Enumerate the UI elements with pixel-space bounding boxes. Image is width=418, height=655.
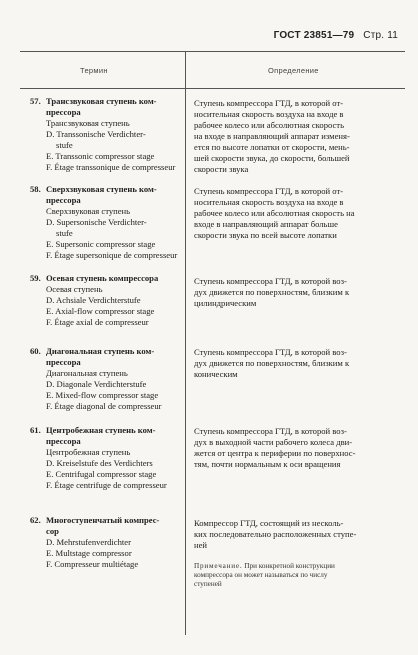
note-label: Примечание. — [194, 562, 243, 570]
term-fr: F. Étage transsonique de compresseur — [46, 162, 176, 172]
column-header-term: Термин — [80, 66, 108, 75]
term-de: D. Mehrstufenverdichter — [46, 537, 131, 547]
term-de: D. Diagonale Verdichterstufe — [46, 379, 147, 389]
definition-61: Ступень компрессора ГТД, в которой воз- дух в выходной части рабочего колеса дви- жется от центра к периферии по поверхнос- тям, почти нормальным к оси вращения — [194, 426, 356, 469]
term-de: D. Supersonische Verdichter- — [46, 217, 147, 227]
definition-59: Ступень компрессора ГТД, в которой воз- дух движется по поверхностям, близким к цилиндрическим — [194, 276, 350, 308]
column-header-definition: Определение — [268, 66, 319, 75]
term-fr: F. Étage centrifuge de compresseur — [46, 480, 167, 490]
term-de-cont: stufe — [56, 140, 73, 150]
column-divider — [185, 51, 186, 635]
definition-58: Ступень компрессора ГТД, в которой от- носительная скорость воздуха на входе в рабочее колесо или абсолютная скорость на входе в направляющий аппарат больше скорости звука по всей высоте лопатки — [194, 186, 355, 240]
note-text-cont: компрессора он может называться по числу — [194, 571, 328, 579]
note-text: При конкретной конструкции — [244, 562, 335, 570]
short-term: Осевая ступень — [46, 284, 103, 294]
page-header — [274, 30, 398, 41]
term-title-cont: прессора — [46, 195, 81, 205]
term-entry-59 — [30, 273, 158, 328]
term-en: E. Supersonic compressor stage — [46, 239, 156, 249]
term-en: E. Mixed-flow compressor stage — [46, 390, 159, 400]
definition-57: Ступень компрессора ГТД, в которой от- носительная скорость воздуха на входе в рабочее колесо или абсолютная скорость на входе в направляющий аппарат изменя- ется по высоте лопатки от скорости, мень- шей скорости звука, до скорости, большей скорости звука — [194, 98, 350, 174]
definition-60: Ступень компрессора ГТД, в которой воз- дух движется по поверхностям, близким к коническим — [194, 347, 350, 379]
term-title: 62. Многоступенчатый компрес- — [30, 515, 160, 525]
term-title: 61. Центробежная ступень ком- — [30, 425, 156, 435]
term-en: E. Transsonic compressor stage — [46, 151, 155, 161]
term-de-cont: stufe — [56, 228, 73, 238]
term-title-cont: прессора — [46, 436, 81, 446]
header-rule — [20, 88, 405, 89]
note — [194, 562, 335, 589]
term-title: 57. Трансзвуковая ступень ком- — [30, 96, 157, 106]
term-title: 59. Осевая ступень компрессора — [30, 273, 159, 283]
term-fr: F. Étage axial de compresseur — [46, 317, 149, 327]
term-en: E. Centrifugal compressor stage — [46, 469, 157, 479]
term-title: 58. Сверхзвуковая ступень ком- — [30, 184, 157, 194]
term-fr: F. Compresseur multiétage — [46, 559, 139, 569]
term-entry-58 — [30, 184, 177, 261]
term-fr: F. Étage supersonique de compresseur — [46, 250, 178, 260]
term-en: E. Axial-flow compressor stage — [46, 306, 155, 316]
note-text-cont: ступеней — [194, 580, 222, 588]
term-entry-57 — [30, 96, 175, 173]
term-de: D. Transsonische Verdichter- — [46, 129, 146, 139]
short-term: Центробежная ступень — [46, 447, 131, 457]
short-term: Диагональная ступень — [46, 368, 128, 378]
term-entry-61 — [30, 425, 167, 491]
term-title-cont: сор — [46, 526, 59, 536]
term-de: D. Kreiselstufe des Verdichters — [46, 458, 153, 468]
term-de: D. Achsiale Verdichterstufe — [46, 295, 141, 305]
term-entry-62 — [30, 515, 159, 570]
standard-number: ГОСТ 23851—79 — [273, 30, 355, 41]
short-term: Трансзвуковая ступень — [46, 118, 130, 128]
short-term: Сверхзвуковая ступень — [46, 206, 131, 216]
term-title-cont: прессора — [46, 107, 81, 117]
page-number: Стр. 11 — [363, 30, 398, 41]
term-title: 60. Диагональная ступень ком- — [30, 346, 155, 356]
term-entry-60 — [30, 346, 162, 412]
term-fr: F. Étage diagonal de compresseur — [46, 401, 162, 411]
term-en: E. Multstage compressor — [46, 548, 132, 558]
term-title-cont: прессора — [46, 357, 81, 367]
definition-62: Компрессор ГТД, состоящий из несколь- ких последовательно расположенных ступе- ней — [194, 518, 357, 550]
table-top-rule — [20, 51, 405, 52]
